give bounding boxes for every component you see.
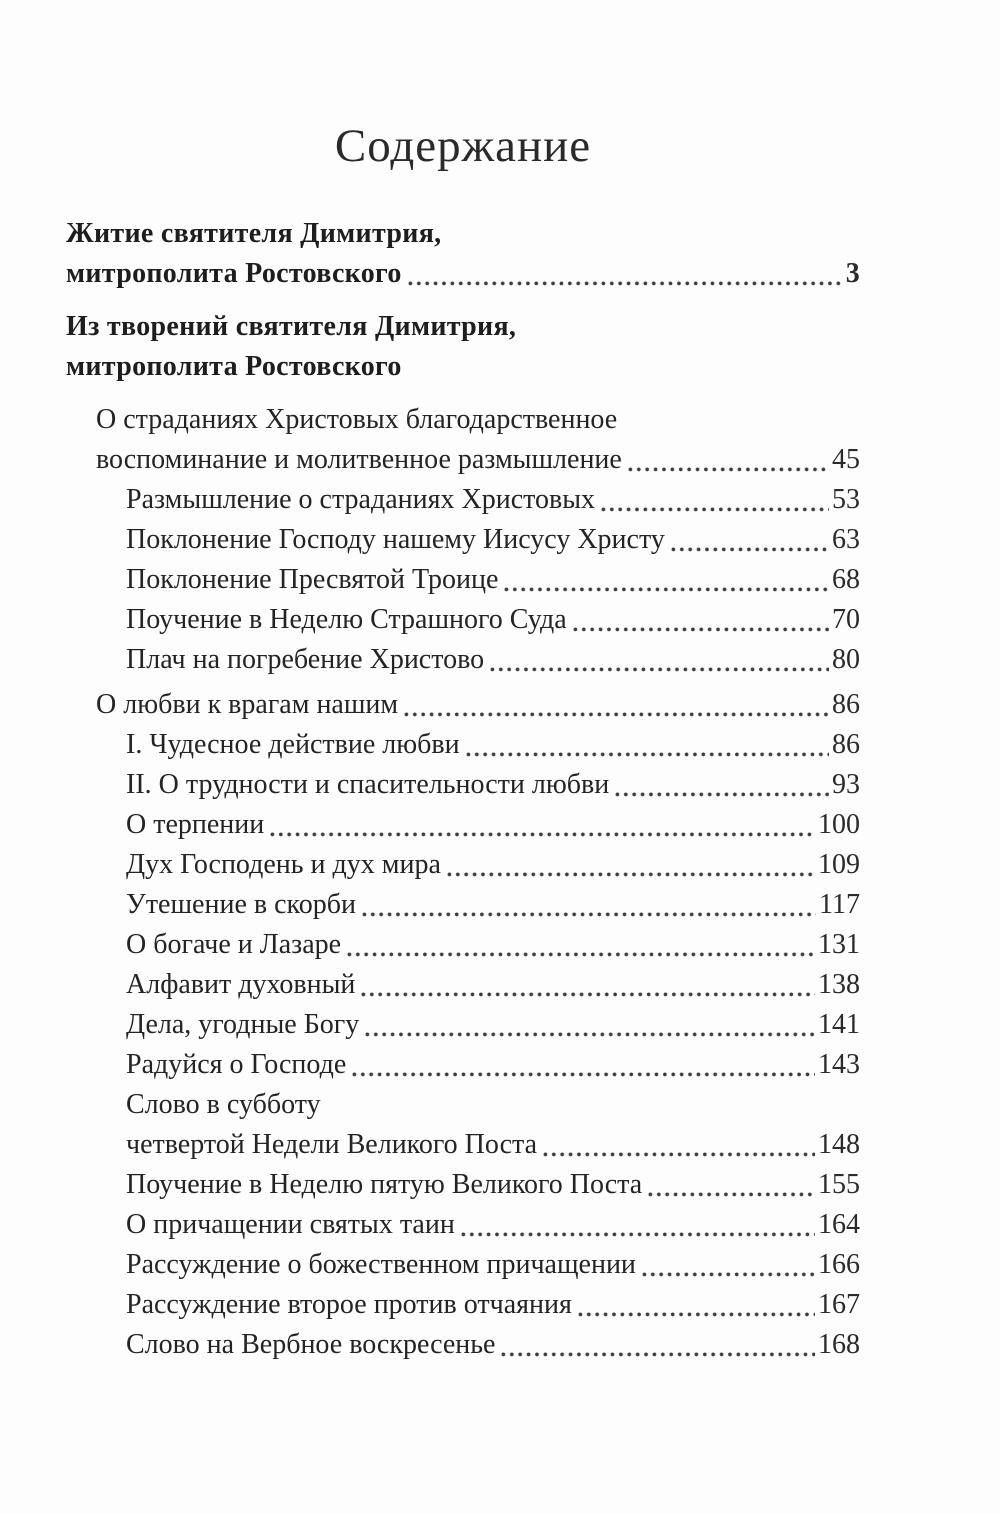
toc-entry-page: 93 — [832, 769, 860, 800]
dot-leader — [504, 587, 829, 592]
toc-entry-page: 63 — [832, 524, 860, 555]
toc-entry-title: II. О трудности и спасительности любви — [126, 769, 610, 800]
toc-entry — [66, 1285, 860, 1325]
toc-entry — [66, 1165, 860, 1205]
toc-entry — [66, 925, 860, 965]
toc-entry — [66, 480, 860, 520]
toc-entry-title: I. Чудесное действие любви — [126, 729, 460, 760]
dot-leader — [573, 627, 829, 632]
toc-entry-title: воспоминание и молитвенное размышление — [96, 444, 622, 475]
toc-entry-title: Житие святителя Димитрия, — [66, 218, 442, 249]
toc-entry-title: Поклонение Господу нашему Иисусу Христу — [126, 524, 665, 555]
toc-entry — [66, 1245, 860, 1285]
toc-entry-line — [126, 1245, 860, 1285]
dot-leader — [671, 547, 829, 552]
toc-entry-title: Плач на погребение Христово — [126, 644, 485, 675]
dot-leader — [490, 667, 829, 672]
toc-entry — [66, 685, 860, 725]
toc-entry-title: О любви к врагам нашим — [96, 689, 399, 720]
toc-entry-line — [126, 480, 860, 520]
toc-entry-title: Из творений святителя Димитрия, — [66, 311, 517, 342]
toc-entry — [66, 1005, 860, 1045]
toc-entry — [66, 520, 860, 560]
toc-entry — [66, 765, 860, 805]
toc-entry-page: 155 — [818, 1169, 860, 1200]
toc-entry-line — [126, 1165, 860, 1205]
toc-entry-line — [96, 685, 860, 725]
toc-entry-line — [126, 925, 860, 965]
toc-entry — [66, 885, 860, 925]
toc-entry-page: 45 — [832, 444, 860, 475]
toc-entry — [66, 1085, 860, 1165]
toc-entry-title: Слово в субботу — [126, 1089, 321, 1120]
toc-entry-title: Поклонение Пресвятой Троице — [126, 564, 499, 595]
toc-entry — [66, 640, 860, 680]
toc-entry — [66, 600, 860, 640]
toc-entry — [66, 725, 860, 765]
toc-entry-page: 167 — [818, 1289, 860, 1320]
dot-leader — [543, 1152, 815, 1157]
dot-leader — [352, 1072, 815, 1077]
toc-entry-title: Рассуждение второе против отчаяния — [126, 1289, 572, 1320]
dot-leader — [347, 952, 815, 957]
toc-entry-line — [126, 805, 860, 845]
toc-entry-title: митрополита Ростовского — [66, 351, 402, 382]
toc-entry-line — [126, 1125, 860, 1165]
toc-entry-title: Дела, угодные Богу — [126, 1009, 360, 1040]
toc-entry-page: 164 — [818, 1209, 860, 1240]
dot-leader — [270, 832, 815, 837]
toc-entry-page: 117 — [819, 889, 860, 920]
page-title: Содержание — [334, 120, 592, 172]
toc-entry-line — [126, 1205, 860, 1245]
toc-entry-title: митрополита Ростовского — [66, 258, 402, 289]
toc-entry-title: Утешение в скорби — [126, 889, 356, 920]
toc-entry — [66, 400, 860, 480]
toc-entry-page: 131 — [818, 929, 860, 960]
toc-entry-page: 143 — [818, 1049, 860, 1080]
toc-entry-line — [126, 520, 860, 560]
dot-leader — [601, 507, 829, 512]
toc-entry-title: Рассуждение о божественном причащении — [126, 1249, 636, 1280]
dot-leader — [365, 1032, 815, 1037]
toc-entry-page: 109 — [818, 849, 860, 880]
toc-entry — [66, 1205, 860, 1245]
toc-entry — [66, 214, 860, 294]
toc-entry-page: 53 — [832, 484, 860, 515]
toc-entry-line — [126, 1325, 860, 1365]
toc-entry-page: 168 — [818, 1329, 860, 1360]
dot-leader — [501, 1352, 815, 1357]
table-of-contents — [66, 214, 860, 1365]
toc-entry-line — [126, 1005, 860, 1045]
toc-entry — [66, 1325, 860, 1365]
toc-entry — [66, 965, 860, 1005]
dot-leader — [466, 752, 829, 757]
toc-entry-title: Поучение в Неделю Страшного Суда — [126, 604, 567, 635]
toc-entry-line — [126, 1285, 860, 1325]
toc-entry-title: О причащении святых таин — [126, 1209, 455, 1240]
dot-leader — [642, 1272, 815, 1277]
toc-entry-page: 3 — [845, 258, 860, 289]
toc-entry-page: 70 — [832, 604, 860, 635]
toc-entry-line — [126, 560, 860, 600]
dot-leader — [362, 912, 816, 917]
toc-entry-page: 80 — [832, 644, 860, 675]
toc-entry — [66, 560, 860, 600]
toc-entry-line — [66, 254, 860, 294]
toc-entry-title: О богаче и Лазаре — [126, 929, 342, 960]
toc-entry-title: Радуйся о Господе — [126, 1049, 347, 1080]
dot-leader — [628, 467, 829, 472]
toc-entry-title: О страданиях Христовых благодарственное — [96, 404, 618, 435]
toc-entry — [66, 805, 860, 845]
dot-leader — [615, 792, 829, 797]
toc-entry — [66, 307, 860, 387]
dot-leader — [361, 992, 815, 997]
toc-entry-page: 100 — [818, 809, 860, 840]
toc-entry-page: 138 — [818, 969, 860, 1000]
toc-entry-line — [126, 600, 860, 640]
dot-leader — [578, 1312, 815, 1317]
toc-entry — [66, 1045, 860, 1085]
toc-entry-title: четвертой Недели Великого Поста — [126, 1129, 538, 1160]
toc-entry-line — [126, 725, 860, 765]
dot-leader — [447, 872, 815, 877]
toc-entry-line — [126, 640, 860, 680]
dot-leader — [461, 1232, 815, 1237]
toc-entry-page: 141 — [818, 1009, 860, 1040]
toc-entry-title: Размышление о страданиях Христовых — [126, 484, 596, 515]
toc-entry-title: Алфавит духовный — [126, 969, 356, 1000]
toc-entry-page: 148 — [818, 1129, 860, 1160]
toc-entry-title: Поучение в Неделю пятую Великого Поста — [126, 1169, 643, 1200]
toc-entry-line — [126, 1045, 860, 1085]
toc-entry-page: 68 — [832, 564, 860, 595]
toc-entry-title: О терпении — [126, 809, 265, 840]
toc-entry-title: Слово на Вербное воскресенье — [126, 1329, 496, 1360]
dot-leader — [408, 281, 843, 286]
dot-leader — [404, 712, 829, 717]
toc-entry-line — [126, 885, 860, 925]
toc-entry-line — [126, 965, 860, 1005]
toc-entry-title: Дух Господень и дух мира — [126, 849, 441, 880]
toc-entry-page: 166 — [818, 1249, 860, 1280]
toc-entry-line — [126, 845, 860, 885]
toc-entry-line — [126, 765, 860, 805]
toc-entry-line — [96, 440, 860, 480]
toc-entry-page: 86 — [832, 689, 860, 720]
toc-entry-page: 86 — [832, 729, 860, 760]
dot-leader — [648, 1192, 815, 1197]
toc-entry — [66, 845, 860, 885]
